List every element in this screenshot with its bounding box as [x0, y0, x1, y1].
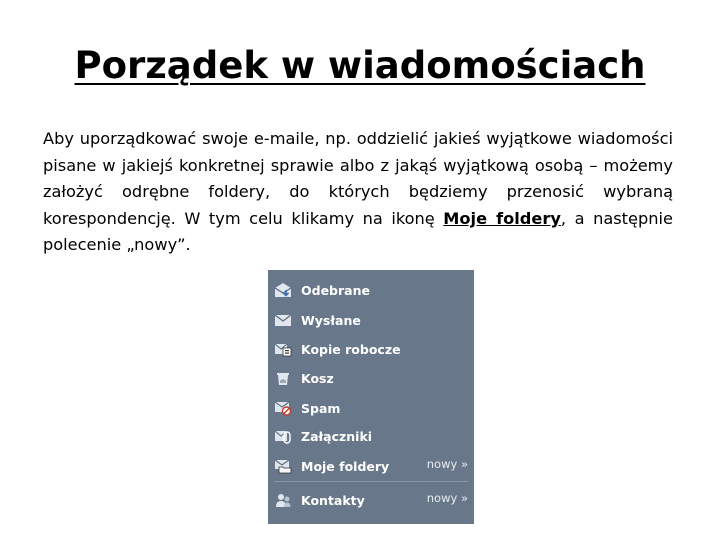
menu-item-trash[interactable]	[268, 365, 474, 391]
menu-item-label: Wysłane	[301, 312, 361, 328]
menu-item-sent[interactable]	[268, 307, 474, 333]
menu-item-label: Kosz	[301, 370, 334, 386]
menu-item-label: Kontakty	[301, 492, 365, 508]
menu-item-label: Kopie robocze	[301, 341, 401, 357]
menu-divider	[274, 481, 468, 482]
page-title: Porządek w wiadomościach	[74, 44, 646, 87]
menu-item-contacts[interactable]	[268, 487, 474, 513]
drafts-icon	[273, 340, 293, 358]
spam-icon	[273, 399, 293, 417]
menu-item-label: Odebrane	[301, 282, 370, 298]
menu-item-inbox[interactable]	[268, 277, 474, 303]
sent-icon	[273, 311, 293, 329]
menu-item-label: Moje foldery	[301, 458, 390, 474]
attachments-icon	[273, 427, 293, 445]
contacts-icon	[273, 491, 293, 509]
folders-icon	[273, 457, 293, 475]
menu-item-label: Załączniki	[301, 428, 373, 444]
menu-item-spam[interactable]	[268, 395, 474, 421]
new-contact-link[interactable]: nowy »	[426, 491, 468, 505]
menu-item-my-folders[interactable]	[268, 453, 474, 479]
menu-item-drafts[interactable]	[268, 336, 474, 362]
new-folder-link[interactable]: nowy »	[426, 457, 468, 471]
instruction-paragraph: Aby uporządkować swoje e-maile, np. oddzielić jakieś wyjątkowe wiadomości pisane w jakiejś konkretnej sprawie albo z jakąś wyjątkową osobą – możemy założyć odrębne foldery, do których będziemy przenosić wybraną korespondencję. W tym celu klikamy na ikonę Moje foldery, a następnie polecenie „nowy”.	[43, 129, 673, 255]
trash-icon	[273, 369, 293, 387]
my-folders-link-text: Moje foldery	[443, 208, 561, 228]
inbox-icon	[273, 281, 293, 299]
mail-folder-menu	[268, 270, 474, 524]
menu-item-label: Spam	[301, 400, 341, 416]
menu-item-attachments[interactable]	[268, 423, 474, 449]
